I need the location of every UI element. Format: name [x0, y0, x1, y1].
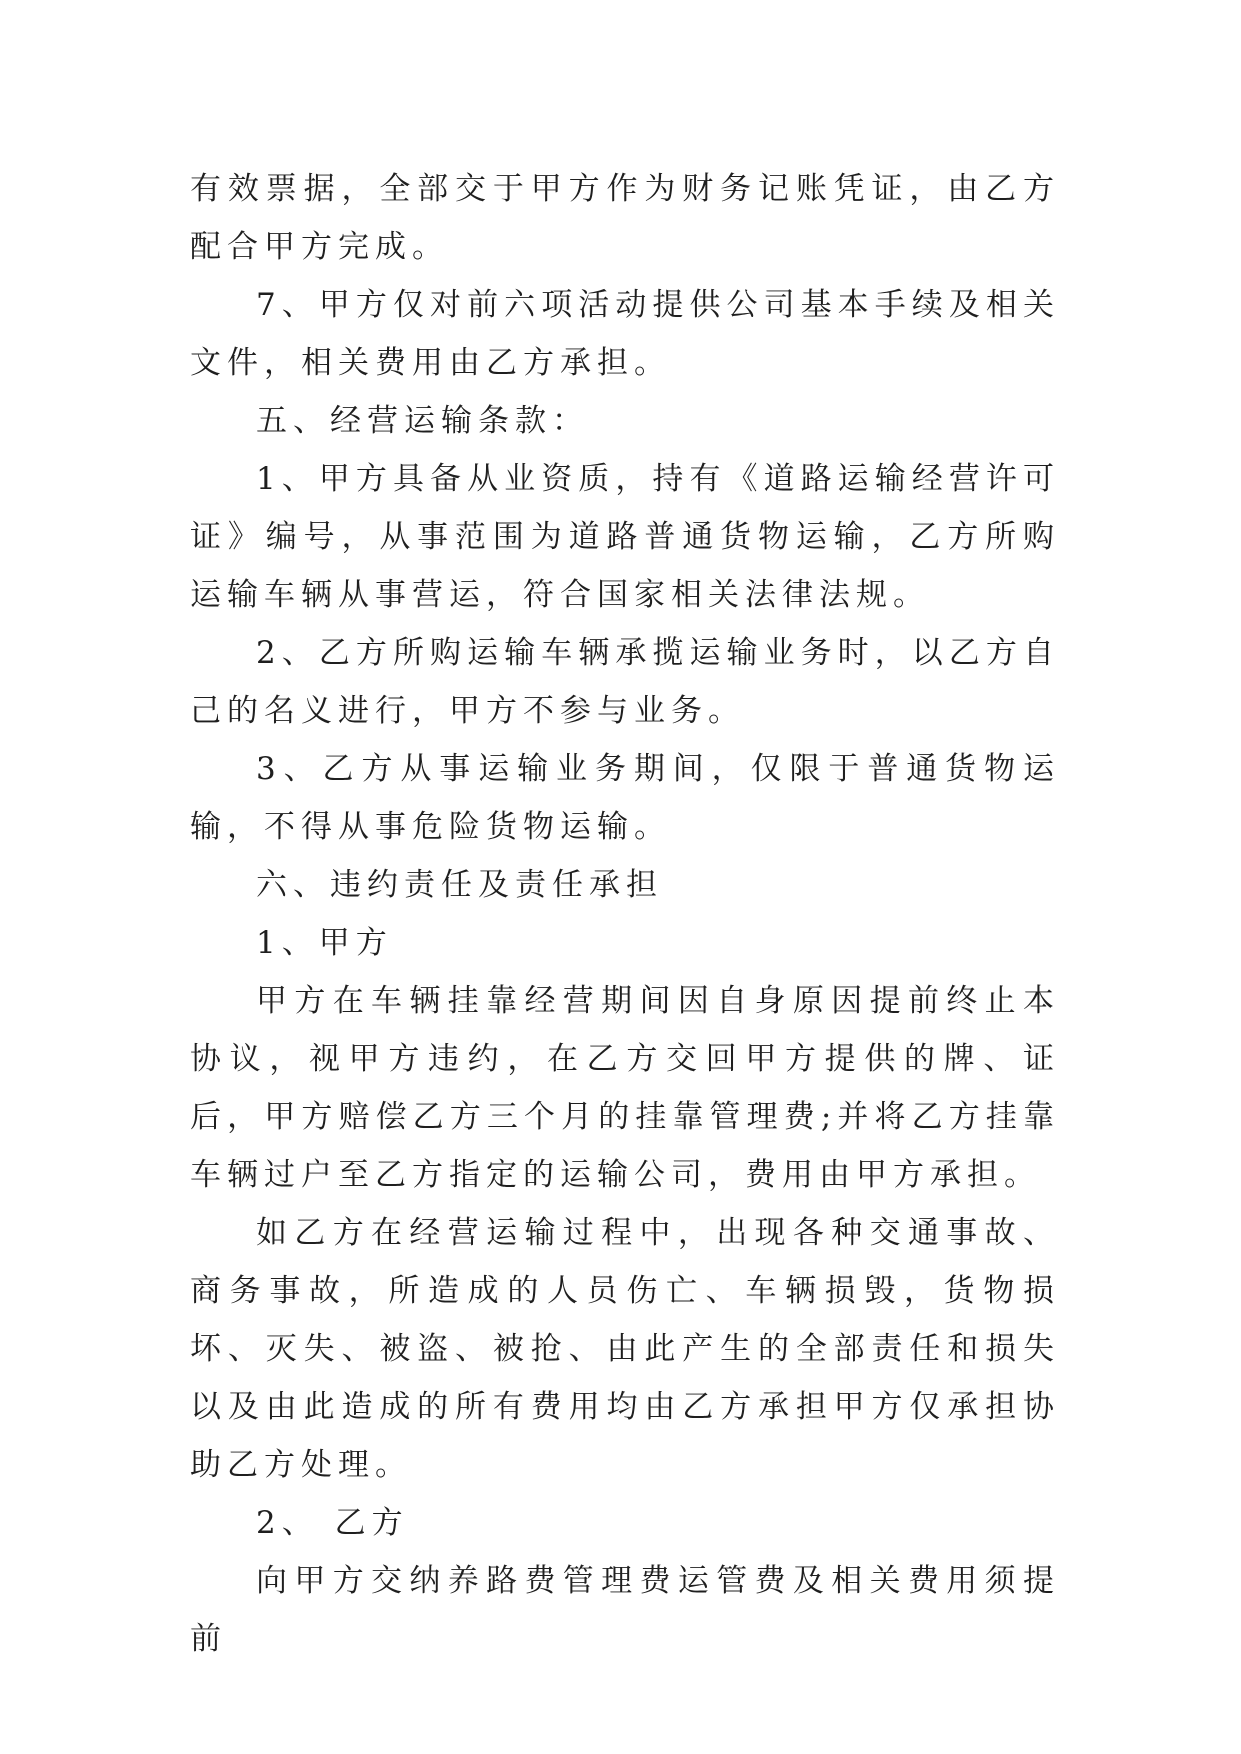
document-body: [190, 160, 1060, 1668]
paragraph: 2、乙方所购运输车辆承揽运输业务时，以乙方自己的名义进行，甲方不参与业务。: [190, 635, 1060, 729]
paragraph: 1、甲方具备从业资质，持有《道路运输经营许可证》编号，从事范围为道路普通货物运输，乙方所购运输车辆从事营运，符合国家相关法律法规。: [190, 461, 1060, 613]
section-heading: 六、违约责任及责任承担: [256, 867, 663, 903]
paragraph: 有效票据，全部交于甲方作为财务记账凭证，由乙方配合甲方完成。: [190, 171, 1060, 265]
section-heading: 五、经营运输条款：: [256, 403, 589, 439]
paragraph: 7、甲方仅对前六项活动提供公司基本手续及相关文件，相关费用由乙方承担。: [190, 287, 1060, 381]
subsection-heading: 1、甲方: [256, 925, 393, 961]
subsection-heading: 2、 乙方: [256, 1505, 409, 1541]
paragraph: 甲方在车辆挂靠经营期间因自身原因提前终止本协议，视甲方违约，在乙方交回甲方提供的牌、证后，甲方赔偿乙方三个月的挂靠管理费;并将乙方挂靠车辆过户至乙方指定的运输公司，费用由甲方承担。: [190, 983, 1060, 1193]
paragraph: 向甲方交纳养路费管理费运管费及相关费用须提前: [190, 1563, 1060, 1657]
paragraph: 3、乙方从事运输业务期间，仅限于普通货物运输，不得从事危险货物运输。: [190, 751, 1060, 845]
paragraph: 如乙方在经营运输过程中，出现各种交通事故、商务事故，所造成的人员伤亡、车辆损毁，货物损坏、灭失、被盗、被抢、由此产生的全部责任和损失以及由此造成的所有费用均由乙方承担甲方仅承担协助乙方处理。: [190, 1215, 1060, 1483]
